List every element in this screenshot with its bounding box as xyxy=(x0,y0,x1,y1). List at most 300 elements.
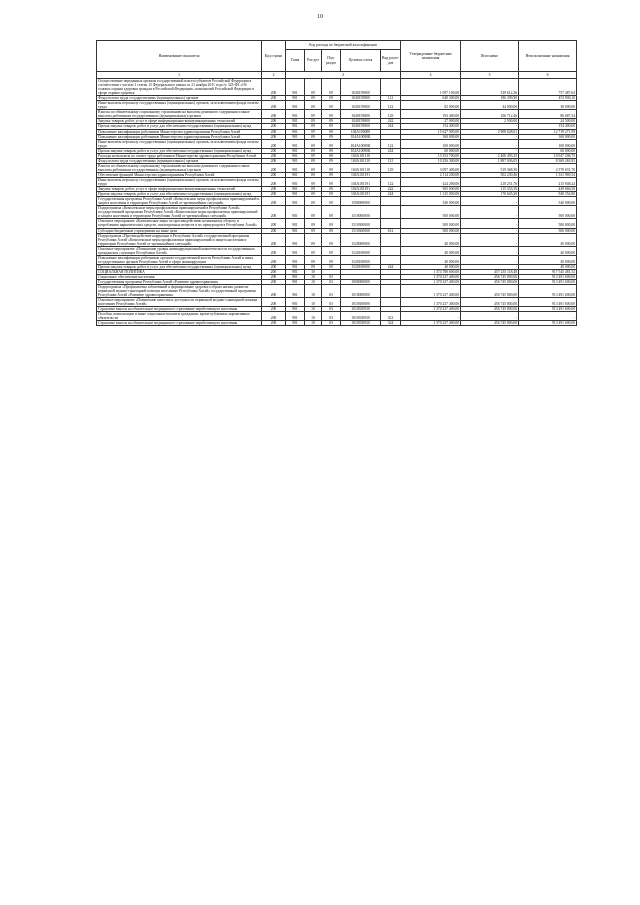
cell-target-article: 1010300000 xyxy=(341,298,381,307)
cell-subsection: 09 xyxy=(322,177,341,186)
cell-executed: - xyxy=(461,197,519,206)
cell-name: Иные выплаты персоналу государственных (муниципальных) органов, за исключением фонда оплаты труда xyxy=(97,101,262,110)
header-code: Код строки xyxy=(262,41,286,72)
cell-section: 09 xyxy=(305,129,322,134)
cell-target-article: 1040159800 xyxy=(341,110,381,119)
cell-line-code: 200 xyxy=(262,158,286,163)
cell-chapter: 901 xyxy=(286,206,305,219)
cell-subsection: 09 xyxy=(322,158,341,163)
cell-section: 09 xyxy=(305,96,322,101)
cell-line-code: 200 xyxy=(262,307,286,312)
cell-name: Социальное обеспечение населения xyxy=(97,274,262,279)
cell-name: Основное мероприятие «Комплексные меры по противодействию незаконному обороту и потреблению наркотических средств, психотропных веществ и их прекурсоров в Республике Алтай» xyxy=(97,219,262,228)
cell-expense-type: 244 xyxy=(381,124,401,129)
header-expense-type: Вид расхо-дов xyxy=(381,50,401,72)
cell-unexecuted: 453 900,10 xyxy=(519,96,577,101)
column-number: 1 xyxy=(97,72,262,79)
cell-name: Подпрограмма «Противодействие коррупции в Республике Алтай» государственной программы Республики Алтай «Комплексные меры профилактики правонарушений и защита населения и территории Республики Алтай от чрезвычайных ситуаций» xyxy=(97,233,262,246)
cell-name: Государственная программа Республики Алтай «Комплексные меры профилактики правонарушений и защита населения и территории Республики Алтай от чрезвычайных ситуаций» xyxy=(97,197,262,206)
cell-section: 09 xyxy=(305,110,322,119)
cell-target-article: 1000000000 xyxy=(341,280,381,285)
cell-subsection: 09 xyxy=(322,79,341,96)
cell-line-code: 200 xyxy=(262,110,286,119)
cell-chapter: 901 xyxy=(286,246,305,255)
cell-target-article: 1500000000 xyxy=(341,197,381,206)
cell-name: Фонд оплаты труда государственных (муниципальных) органов xyxy=(97,96,262,101)
cell-target-article: 104А101191 xyxy=(341,177,381,186)
table-row xyxy=(97,219,577,228)
cell-subsection: 03 xyxy=(322,298,341,307)
cell-unexecuted: 913 491 600,00 xyxy=(519,298,577,307)
cell-unexecuted: 154 400,00 xyxy=(519,124,577,129)
cell-subsection: 09 xyxy=(322,255,341,264)
cell-expense-type xyxy=(381,219,401,228)
cell-unexecuted: 913 491 600,00 xyxy=(519,274,577,279)
cell-executed: 456 745 800,00 xyxy=(461,285,519,298)
cell-section: 09 xyxy=(305,192,322,197)
cell-name: Основное мероприятие «Повышение уровня антикоррупционной компетентности государственных гражданских служащих Республики Алтай» xyxy=(97,246,262,255)
cell-name: СОЦИАЛЬНАЯ ПОЛИТИКА xyxy=(97,269,262,274)
column-number: 3 xyxy=(286,72,401,79)
cell-section: 09 xyxy=(305,177,322,186)
cell-subsection: 09 xyxy=(322,197,341,206)
cell-name: Иные выплаты персоналу государственных (муниципальных) органов, за исключением фонда оплаты труда xyxy=(97,177,262,186)
cell-unexecuted: 913 491 600,00 xyxy=(519,307,577,312)
cell-subsection: 09 xyxy=(322,172,341,177)
cell-expense-type: 321 xyxy=(381,312,401,321)
cell-expense-type: 244 xyxy=(381,264,401,269)
cell-approved: 40 000,00 xyxy=(401,255,461,264)
cell-name: Обеспечение функций Министерства здравоохранения Республики Алтай xyxy=(97,172,262,177)
cell-line-code: 200 xyxy=(262,187,286,192)
cell-subsection: 03 xyxy=(322,274,341,279)
header-name: Наименование показателя xyxy=(97,41,262,72)
cell-name: Фонд оплаты труда государственных (муниципальных) органов xyxy=(97,158,262,163)
cell-section: 09 xyxy=(305,119,322,124)
cell-chapter: 901 xyxy=(286,101,305,110)
cell-section: 09 xyxy=(305,148,322,153)
cell-chapter: 901 xyxy=(286,264,305,269)
table-row xyxy=(97,163,577,172)
cell-target-article: 104А100000 xyxy=(341,129,381,134)
cell-executed: - xyxy=(461,255,519,264)
cell-target-article: 1040159800 xyxy=(341,96,381,101)
cell-subsection: 03 xyxy=(322,307,341,312)
header-chapter: Глава xyxy=(286,50,305,72)
cell-line-code: 200 xyxy=(262,255,286,264)
cell-approved: 154 400,00 xyxy=(401,124,461,129)
cell-line-code: 200 xyxy=(262,246,286,255)
cell-section: 09 xyxy=(305,139,322,148)
cell-unexecuted: 757 487,64 xyxy=(519,79,577,96)
cell-unexecuted: 40 000,00 xyxy=(519,246,577,255)
cell-name: Основное мероприятие «Повышение качества и доступности первичной медико-санитарной помощи населению Республики Алтай» xyxy=(97,298,262,307)
cell-expense-type xyxy=(381,197,401,206)
cell-expense-type xyxy=(381,285,401,298)
cell-subsection: 09 xyxy=(322,153,341,158)
cell-target-article: 1010000000 xyxy=(341,285,381,298)
cell-section: 10 xyxy=(305,307,322,312)
cell-target-article: 1010350930 xyxy=(341,312,381,321)
cell-expense-type xyxy=(381,206,401,219)
cell-name: Осуществление переданных органам государственной власти субъектов Российской Федерации в соответствии с частью 1 статьи 15 Федерального закона от 21 ноября 2011 года № 323-ФЗ «Об основах охраны здоровья граждан в Российской Федерации» полномочий Российской Федерации в сфере охраны здоровья xyxy=(97,79,262,96)
cell-executed: - xyxy=(461,228,519,233)
cell-approved: 3 097 400,00 xyxy=(401,163,461,172)
cell-executed: 519 368,30 xyxy=(461,163,519,172)
cell-subsection: 09 xyxy=(322,233,341,246)
cell-target-article: 104А101110 xyxy=(341,163,381,172)
cell-chapter: 901 xyxy=(286,274,305,279)
cell-subsection: 09 xyxy=(322,110,341,119)
cell-expense-type xyxy=(381,233,401,246)
table-row xyxy=(97,197,577,206)
cell-line-code: 200 xyxy=(262,172,286,177)
cell-target-article: 104А101191 xyxy=(341,172,381,177)
cell-subsection: 03 xyxy=(322,280,341,285)
cell-subsection: 09 xyxy=(322,246,341,255)
cell-executed: 210 251,76 xyxy=(461,177,519,186)
cell-chapter: 901 xyxy=(286,124,305,129)
cell-name: Прочая закупка товаров, работ и услуг для обеспечения государственных (муниципальных) нужд xyxy=(97,124,262,129)
cell-line-code: 200 xyxy=(262,153,286,158)
cell-name: Прочая закупка товаров, работ и услуг для обеспечения государственных (муниципальных) нужд xyxy=(97,264,262,269)
cell-expense-type: 244 xyxy=(381,192,401,197)
cell-line-code: 200 xyxy=(262,129,286,134)
cell-unexecuted: 38 000,00 xyxy=(519,101,577,110)
cell-line-code: 200 xyxy=(262,163,286,172)
cell-line-code: 200 xyxy=(262,96,286,101)
cell-executed: - xyxy=(461,206,519,219)
cell-target-article: 1510300000 xyxy=(341,219,381,228)
table-row xyxy=(97,255,577,264)
cell-unexecuted: 500 000,00 xyxy=(519,206,577,219)
cell-chapter: 901 xyxy=(286,110,305,119)
cell-section: 09 xyxy=(305,206,322,219)
cell-approved: 1 125 000,00 xyxy=(401,192,461,197)
cell-chapter: 901 xyxy=(286,269,305,274)
cell-chapter: 901 xyxy=(286,129,305,134)
cell-executed: - xyxy=(461,233,519,246)
cell-section: 09 xyxy=(305,158,322,163)
table-row xyxy=(97,246,577,255)
cell-subsection: 09 xyxy=(322,228,341,233)
cell-subsection: 09 xyxy=(322,163,341,172)
cell-section: 10 xyxy=(305,312,322,321)
budget-execution-table xyxy=(96,40,577,326)
cell-chapter: 901 xyxy=(286,148,305,153)
cell-line-code: 200 xyxy=(262,321,286,326)
cell-executed: 502 230,46 xyxy=(461,172,519,177)
cell-approved: 1 370 237 400,00 xyxy=(401,274,461,279)
cell-target-article: 1010350930 xyxy=(341,321,381,326)
cell-chapter: 901 xyxy=(286,134,305,139)
cell-name: Повышение квалификации работников Министерства здравоохранения Республики Алтай xyxy=(97,129,262,134)
cell-section: 10 xyxy=(305,269,322,274)
cell-line-code: 200 xyxy=(262,312,286,321)
cell-chapter: 901 xyxy=(286,79,305,96)
cell-executed: 2 406 493,25 xyxy=(461,153,519,158)
cell-line-code: 200 xyxy=(262,228,286,233)
cell-name: Подпрограмма «Профилактика заболеваний и формирование здорового образа жизни, развитие первичной медико-санитарной помощи населению Республики Алтай» государственной программы Республики Алтай «Развитие здравоохранения» xyxy=(97,285,262,298)
cell-approved: 193 400,00 xyxy=(401,110,461,119)
header-subsection: Под-раздел xyxy=(322,50,341,72)
cell-section: 09 xyxy=(305,101,322,110)
table-row xyxy=(97,101,577,110)
cell-chapter: 901 xyxy=(286,119,305,124)
cell-unexecuted: - xyxy=(519,312,577,321)
table-row xyxy=(97,321,577,326)
cell-chapter: 901 xyxy=(286,96,305,101)
cell-target-article: 1520100000 xyxy=(341,264,381,269)
cell-section: 09 xyxy=(305,134,322,139)
cell-chapter: 901 xyxy=(286,298,305,307)
cell-subsection: 09 xyxy=(322,192,341,197)
cell-unexecuted: 100 000,00 xyxy=(519,139,577,148)
cell-subsection: 09 xyxy=(322,96,341,101)
cell-approved: 540 000,00 xyxy=(401,197,461,206)
cell-target-article: 104А101110 xyxy=(341,158,381,163)
cell-name: Повышение квалификации работников органов государственной власти Республики Алтай и иных государственных органов Республики Алтай в сфере антикоррупции xyxy=(97,255,262,264)
cell-section: 09 xyxy=(305,172,322,177)
cell-approved: 1 370 237 400,00 xyxy=(401,307,461,312)
cell-line-code: 200 xyxy=(262,139,286,148)
cell-unexecuted: 500 000,00 xyxy=(519,228,577,233)
cell-unexecuted: 1 611 969,54 xyxy=(519,172,577,177)
cell-subsection: 09 xyxy=(322,148,341,153)
cell-target-article: 1040159800 xyxy=(341,119,381,124)
table-row xyxy=(97,110,577,119)
cell-unexecuted: 24 500,00 xyxy=(519,119,577,124)
cell-name: Расходы на выплаты по оплате труда работников Министерства здравоохранения Республики Алтай xyxy=(97,153,262,158)
cell-name: Субсидии бюджетным учреждениям на иные цели xyxy=(97,228,262,233)
cell-line-code: 200 xyxy=(262,177,286,186)
cell-approved: 1 370 237 400,00 xyxy=(401,280,461,285)
cell-expense-type: 324 xyxy=(381,321,401,326)
cell-subsection: 09 xyxy=(322,139,341,148)
cell-executed: 339 612,36 xyxy=(461,79,519,96)
cell-approved: 1 370 237 400,00 xyxy=(401,285,461,298)
cell-section: 09 xyxy=(305,79,322,96)
cell-unexecuted: 913 491 600,00 xyxy=(519,321,577,326)
cell-line-code: 200 xyxy=(262,269,286,274)
table-row xyxy=(97,177,577,186)
cell-executed: - xyxy=(461,139,519,148)
table-row xyxy=(97,298,577,307)
cell-unexecuted: 40 000,00 xyxy=(519,233,577,246)
cell-target-article: 104А10090К xyxy=(341,139,381,148)
cell-subsection: 03 xyxy=(322,285,341,298)
cell-executed: - xyxy=(461,312,519,321)
cell-unexecuted: 917 545 481,52 xyxy=(519,269,577,274)
column-number: 2 xyxy=(262,72,286,79)
cell-line-code: 200 xyxy=(262,101,286,110)
cell-line-code: 200 xyxy=(262,285,286,298)
table-row xyxy=(97,312,577,321)
cell-approved: 500 000,00 xyxy=(401,206,461,219)
cell-executed: - xyxy=(461,148,519,153)
header-executed: Исполнено xyxy=(461,41,519,72)
cell-subsection: 09 xyxy=(322,134,341,139)
cell-approved: 1 370 237 400,00 xyxy=(401,321,461,326)
cell-approved: 40 000,00 xyxy=(401,246,461,255)
cell-chapter: 901 xyxy=(286,177,305,186)
column-number: 6 xyxy=(519,72,577,79)
cell-section: 09 xyxy=(305,264,322,269)
header-approved: Утвержденные бюджетные назначения xyxy=(401,41,461,72)
table-row xyxy=(97,79,577,96)
cell-name: Пособия, компенсации и иные социальные выплаты гражданам, кроме публичных нормативных обязательств xyxy=(97,312,262,321)
cell-unexecuted: 540 000,00 xyxy=(519,197,577,206)
cell-chapter: 901 xyxy=(286,312,305,321)
cell-name: Закупка товаров, работ, услуг в сфере информационно-коммуникационных технологий xyxy=(97,187,262,192)
cell-name: Закупка товаров, работ, услуг в сфере информационно-коммуникационных технологий xyxy=(97,119,262,124)
cell-line-code: 200 xyxy=(262,192,286,197)
cell-chapter: 901 xyxy=(286,285,305,298)
header-unexecuted: Неисполненные назначения xyxy=(519,41,577,72)
cell-target-article: 1510000000 xyxy=(341,206,381,219)
cell-section: 09 xyxy=(305,187,322,192)
cell-chapter: 901 xyxy=(286,321,305,326)
cell-line-code: 200 xyxy=(262,274,286,279)
cell-line-code: 200 xyxy=(262,264,286,269)
header-budget-classification: Код расхода по бюджетной классификации xyxy=(286,41,401,50)
cell-target-article: 104А101191 xyxy=(341,192,381,197)
cell-subsection: 09 xyxy=(322,206,341,219)
cell-target-article: 104А10090К xyxy=(341,134,381,139)
cell-target-article: 104А101191 xyxy=(341,187,381,192)
cell-subsection: 09 xyxy=(322,219,341,228)
cell-chapter: 901 xyxy=(286,255,305,264)
table-row xyxy=(97,233,577,246)
cell-section: 09 xyxy=(305,163,322,172)
cell-approved: 160 000,00 xyxy=(401,134,461,139)
cell-expense-type: 244 xyxy=(381,148,401,153)
cell-target-article: 1040159800 xyxy=(341,101,381,110)
cell-executed: - xyxy=(461,264,519,269)
cell-chapter: 901 xyxy=(286,280,305,285)
cell-approved: 10 256 300,00 xyxy=(401,158,461,163)
cell-chapter: 901 xyxy=(286,233,305,246)
cell-line-code: 200 xyxy=(262,148,286,153)
cell-executed: 456 745 800,00 xyxy=(461,298,519,307)
cell-approved: - xyxy=(401,312,461,321)
cell-line-code: 200 xyxy=(262,197,286,206)
cell-unexecuted: 10 947 206,75 xyxy=(519,153,577,158)
cell-unexecuted: 913 491 600,00 xyxy=(519,285,577,298)
cell-name: Подпрограмма «Комплексные меры профилактики правонарушений в Республике Алтай» государственной программы Республики Алтай «Комплексные меры профилактики правонарушений и защита населения и территории Республики Алтай от чрезвычайных ситуаций» xyxy=(97,206,262,219)
cell-subsection: 09 xyxy=(322,264,341,269)
cell-name: Прочая закупка товаров, работ и услуг для обеспечения государственных (муниципальных) нужд xyxy=(97,148,262,153)
cell-subsection: 09 xyxy=(322,187,341,192)
cell-executed: 456 745 800,00 xyxy=(461,321,519,326)
cell-line-code: 200 xyxy=(262,298,286,307)
cell-section: 10 xyxy=(305,321,322,326)
cell-name: Прочая закупка товаров, работ и услуг для обеспечения государственных (муниципальных) нужд xyxy=(97,192,262,197)
cell-expense-type xyxy=(381,79,401,96)
header-target-article: Целевая статья xyxy=(341,50,381,72)
cell-target-article: 1040159800 xyxy=(341,79,381,96)
column-number: 4 xyxy=(401,72,461,79)
cell-unexecuted: 948 354,80 xyxy=(519,192,577,197)
cell-executed: 176 645,20 xyxy=(461,192,519,197)
cell-executed: 186 399,90 xyxy=(461,96,519,101)
cell-approved: 15 627 900,00 xyxy=(401,129,461,134)
cell-target-article: 1040159800 xyxy=(341,124,381,129)
cell-subsection: 03 xyxy=(322,312,341,321)
cell-approved: 500 000,00 xyxy=(401,228,461,233)
cell-approved: 82 000,00 xyxy=(401,101,461,110)
cell-executed: 456 745 800,00 xyxy=(461,307,519,312)
table-row xyxy=(97,139,577,148)
cell-target-article: 104А10090К xyxy=(341,148,381,153)
cell-chapter: 901 xyxy=(286,139,305,148)
cell-target-article: 1520000000 xyxy=(341,233,381,246)
cell-line-code: 200 xyxy=(262,280,286,285)
cell-executed: - xyxy=(461,124,519,129)
cell-subsection: 09 xyxy=(322,101,341,110)
cell-approved: 27 000,00 xyxy=(401,119,461,124)
table-row xyxy=(97,206,577,219)
cell-section: 09 xyxy=(305,246,322,255)
cell-subsection: 09 xyxy=(322,124,341,129)
cell-expense-type: 129 xyxy=(381,163,401,172)
header-section: Раз-дел xyxy=(305,50,322,72)
cell-executed: 1 887 036,05 xyxy=(461,158,519,163)
cell-target-article: 104А101110 xyxy=(341,153,381,158)
cell-chapter: 901 xyxy=(286,163,305,172)
cell-executed: 2 908 628,01 xyxy=(461,129,519,134)
cell-executed: - xyxy=(461,219,519,228)
cell-unexecuted: 60 000,00 xyxy=(519,148,577,153)
page-number: 10 xyxy=(317,14,323,20)
cell-unexecuted: 40 000,00 xyxy=(519,264,577,269)
cell-expense-type: 121 xyxy=(381,158,401,163)
cell-expense-type: 122 xyxy=(381,139,401,148)
cell-target-article: 1510300000 xyxy=(341,228,381,233)
cell-line-code: 200 xyxy=(262,219,286,228)
cell-executed: - xyxy=(461,134,519,139)
cell-unexecuted: 8 369 263,95 xyxy=(519,158,577,163)
cell-chapter: 901 xyxy=(286,219,305,228)
cell-chapter: 901 xyxy=(286,187,305,192)
cell-unexecuted: 913 491 600,00 xyxy=(519,280,577,285)
table-body xyxy=(97,79,577,326)
cell-section: 10 xyxy=(305,280,322,285)
cell-chapter: 901 xyxy=(286,153,305,158)
cell-executed: 456 745 800,00 xyxy=(461,274,519,279)
cell-target-article: 1520100000 xyxy=(341,255,381,264)
cell-chapter: 901 xyxy=(286,197,305,206)
cell-section: 09 xyxy=(305,233,322,246)
cell-subsection: 09 xyxy=(322,119,341,124)
cell-approved: 1 370 237 400,00 xyxy=(401,298,461,307)
cell-approved: 565 000,00 xyxy=(401,187,461,192)
cell-approved: 40 000,00 xyxy=(401,233,461,246)
cell-section: 09 xyxy=(305,228,322,233)
cell-unexecuted: 500 000,00 xyxy=(519,219,577,228)
cell-section: 09 xyxy=(305,124,322,129)
cell-executed: 44 000,00 xyxy=(461,101,519,110)
cell-name: Повышение квалификации работников Министерства здравоохранения Республики Алтай xyxy=(97,134,262,139)
cell-chapter: 901 xyxy=(286,158,305,163)
cell-expense-type: 122 xyxy=(381,101,401,110)
cell-name: Взносы по обязательному социальному страхованию на выплаты денежного содержания и иные выплаты работникам государственных (муниципальных) органов xyxy=(97,110,262,119)
cell-section: 10 xyxy=(305,274,322,279)
cell-section: 10 xyxy=(305,298,322,307)
cell-target-article: 1010350930 xyxy=(341,307,381,312)
cell-line-code: 200 xyxy=(262,233,286,246)
cell-chapter: 901 xyxy=(286,172,305,177)
